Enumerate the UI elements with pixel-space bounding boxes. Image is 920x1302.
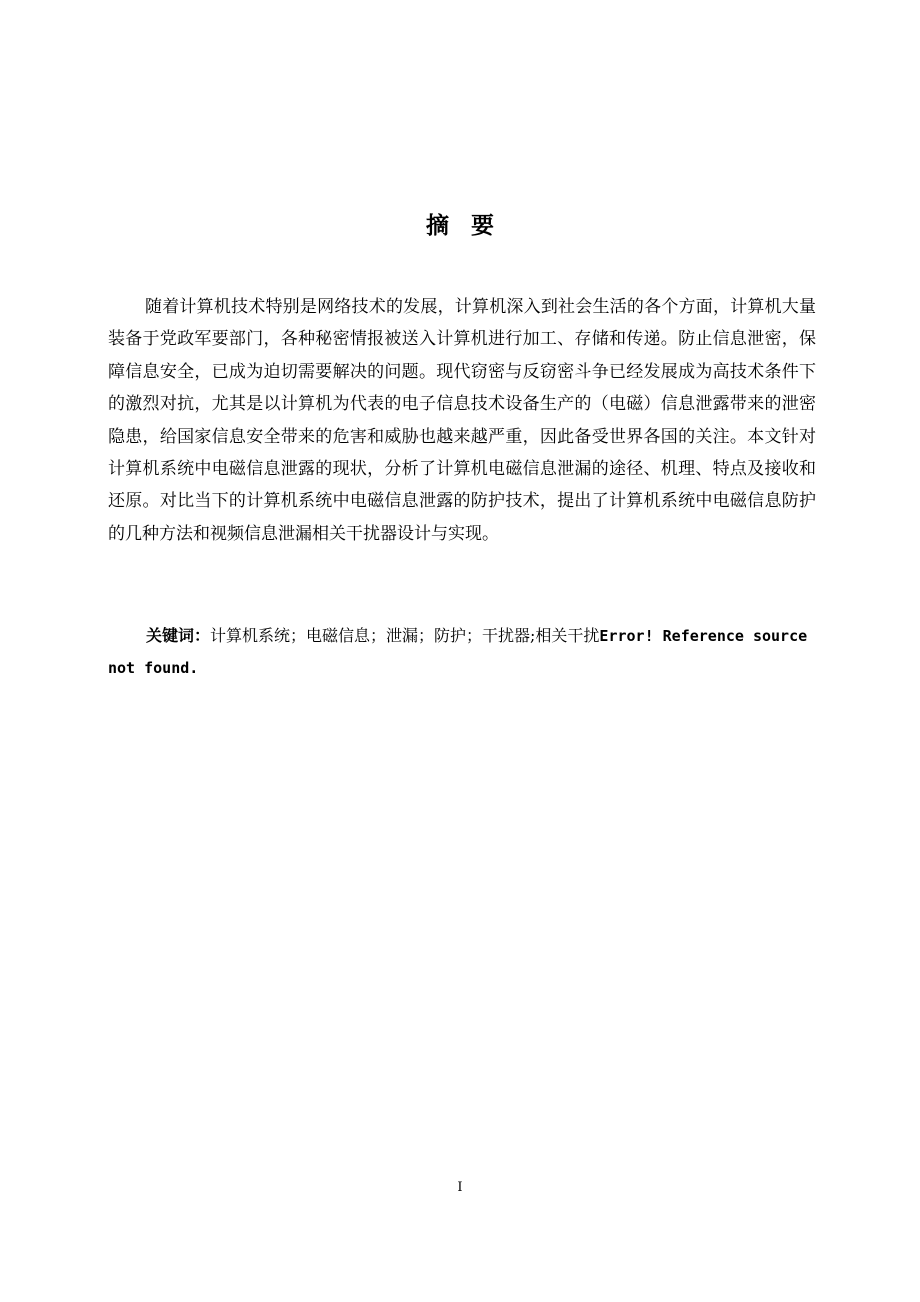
- keywords-label: 关键词：: [146, 626, 211, 645]
- reference-error-text: Error! Reference source not found.: [108, 627, 808, 677]
- keywords-text: 计算机系统；电磁信息；泄漏；防护；干扰器;相关干扰: [210, 626, 600, 645]
- abstract-paragraph: 随着计算机技术特别是网络技术的发展，计算机深入到社会生活的各个方面，计算机大量装备于党政军要部门，各种秘密情报被送入计算机进行加工、存储和传递。防止信息泄密，保障信息安全，已成为迫切需要解决的问题。现代窃密与反窃密斗争已经发展成为高技术条件下的激烈对抗，尤其是以计算机为代表的电子信息技术设备生产的（电磁）信息泄露带来的泄密隐患，给国家信息安全带来的危害和威胁也越来越严重，因此备受世界各国的关注。本文针对计算机系统中电磁信息泄露的现状，分析了计算机电磁信息泄漏的途径、机理、特点及接收和还原。对比当下的计算机系统中电磁信息泄露的防护技术，提出了计算机系统中电磁信息防护的几种方法和视频信息泄漏相关干扰器设计与实现。: [108, 297, 816, 544]
- page-number: I: [457, 1180, 463, 1195]
- keywords-line: [108, 620, 816, 684]
- page-title: 摘要: [426, 213, 516, 239]
